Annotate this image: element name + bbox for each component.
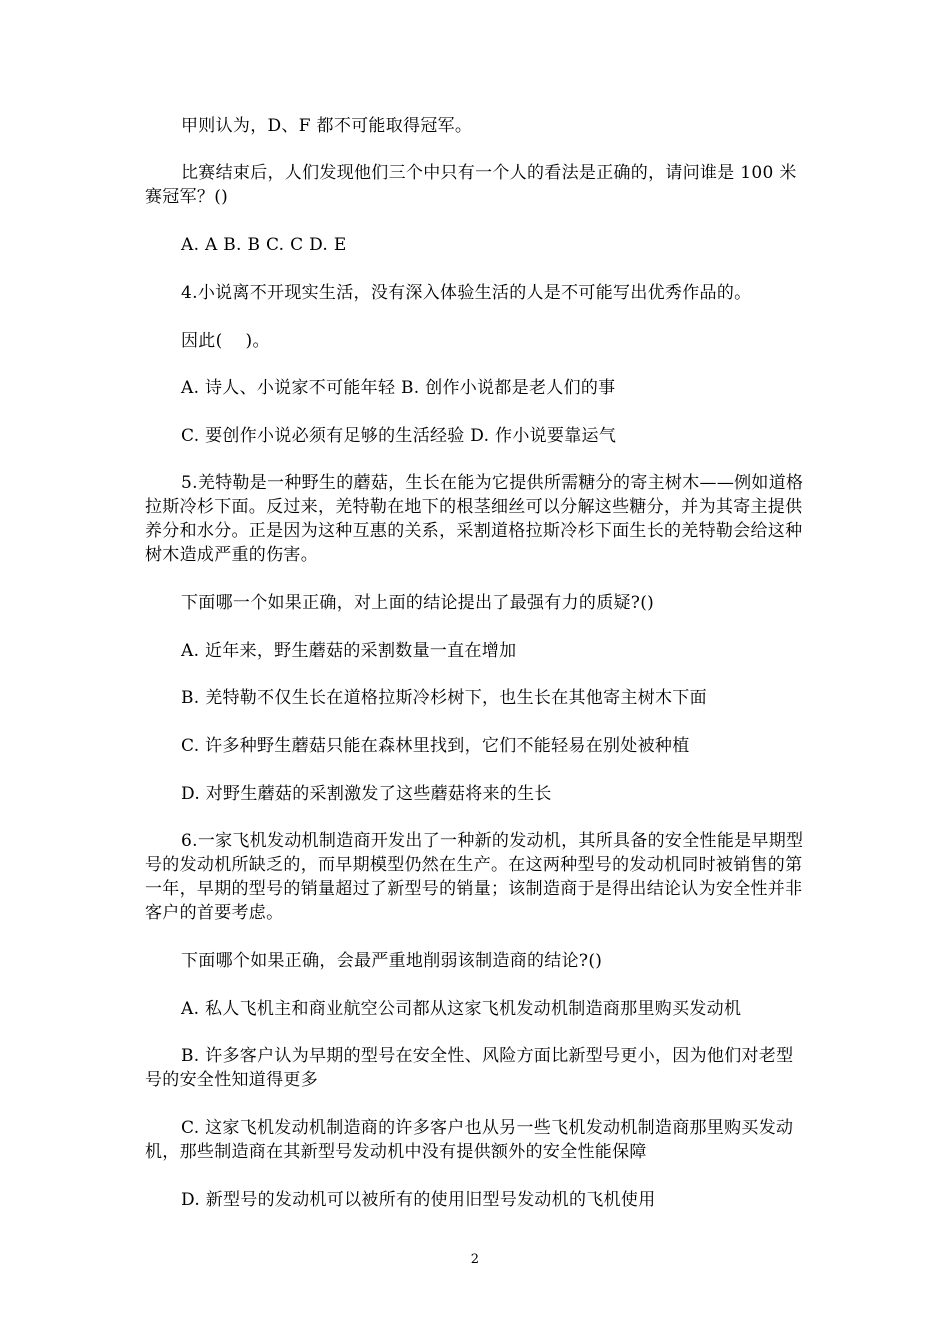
page-number: 2 [470, 1252, 480, 1267]
paragraph-question-4-options-cd: C. 要创作小说必须有足够的生活经验 D. 作小说要靠运气 [181, 426, 617, 446]
paragraph-question-3-prompt: 比赛结束后，人们发现他们三个中只有一个人的看法是正确的，请问谁是 100 米赛冠军？() [145, 163, 797, 207]
paragraph-question-4-options-ab: A. 诗人、小说家不可能年轻 B. 创作小说都是老人们的事 [181, 378, 616, 398]
paragraph-question-6-option-c: C. 这家飞机发动机制造商的许多客户也从另一些飞机发动机制造商那里购买发动机，那些制造商在其新型号发动机中没有提供额外的安全性能保障 [145, 1118, 794, 1162]
paragraph-question-4-prompt: 因此( )。 [181, 331, 270, 351]
paragraph-question-5-option-a: A. 近年来，野生蘑菇的采割数量一直在增加 [181, 641, 517, 661]
paragraph-question-5-prompt: 下面哪一个如果正确，对上面的结论提出了最强有力的质疑?() [181, 593, 655, 613]
paragraph-question-5-stem: 5.羌特勒是一种野生的蘑菇，生长在能为它提供所需糖分的寄主树木——例如道格拉斯冷杉下面。反过来，羌特勒在地下的根茎细丝可以分解这些糖分，并为其寄主提供养分和水分。正是因为这种互惠的关系，采割道格拉斯冷杉下面生长的羌特勒会给这种树木造成严重的伤害。 [145, 473, 804, 565]
paragraph-question-6-option-a: A. 私人飞机主和商业航空公司都从这家飞机发动机制造商那里购买发动机 [181, 999, 742, 1019]
paragraph-judgment-jia: 甲则认为，D、F 都不可能取得冠军。 [181, 116, 473, 136]
paragraph-question-4-stem: 4.小说离不开现实生活，没有深入体验生活的人是不可能写出优秀作品的。 [181, 283, 752, 303]
paragraph-question-5-option-d: D. 对野生蘑菇的采割激发了这些蘑菇将来的生长 [181, 784, 552, 804]
paragraph-question-3-options: A. A B. B C. C D. E [181, 235, 347, 255]
paragraph-question-6-stem: 6.一家飞机发动机制造商开发出了一种新的发动机，其所具备的安全性能是早期型号的发动机所缺乏的，而早期模型仍然在生产。在这两种型号的发动机同时被销售的第一年，早期的型号的销量超过了新型号的销量；该制造商于是得出结论认为安全性并非客户的首要考虑。 [145, 831, 804, 923]
paragraph-question-6-option-b: B. 许多客户认为早期的型号在安全性、风险方面比新型号更小，因为他们对老型号的安全性知道得更多 [145, 1046, 794, 1090]
paragraph-question-6-option-d: D. 新型号的发动机可以被所有的使用旧型号发动机的飞机使用 [181, 1190, 656, 1210]
paragraph-question-6-prompt: 下面哪个如果正确，会最严重地削弱该制造商的结论?() [181, 951, 603, 971]
paragraph-question-5-option-b: B. 羌特勒不仅生长在道格拉斯冷杉树下，也生长在其他寄主树木下面 [181, 688, 707, 708]
paragraph-question-5-option-c: C. 许多种野生蘑菇只能在森林里找到，它们不能轻易在别处被种植 [181, 736, 690, 756]
